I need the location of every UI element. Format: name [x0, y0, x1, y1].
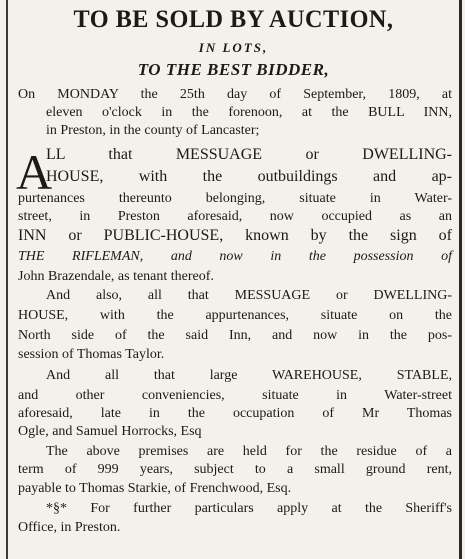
text-line: On MONDAY the 25th day of September, 1809, at [18, 87, 452, 102]
text-line: purtenances thereunto belonging, situate in Water- [18, 191, 452, 206]
headline-title: TO BE SOLD BY AUCTION, [73, 6, 394, 33]
headline-tagline: TO THE BEST BIDDER, [137, 60, 330, 79]
text-line: term of 999 years, subject to a small ground rent, [18, 462, 452, 477]
text-line: street, in Preston aforesaid, now occupied as an [18, 209, 452, 224]
text-line: John Brazendale, as tenant thereof. [18, 269, 214, 284]
text-line: in Preston, in the county of Lancaster; [46, 123, 260, 138]
text-line: THE RIFLEMAN, and now in the possession of [18, 249, 452, 264]
text-line: and other conveniencies, situate in Water-street [18, 388, 452, 403]
text-line: And all that large WAREHOUSE, STABLE, [46, 368, 452, 383]
text-line: The above premises are held for the residue of a [46, 444, 452, 459]
text-line: aforesaid, late in the occupation of Mr Thomas [18, 406, 452, 421]
text-line: eleven o'clock in the forenoon, at the BULL INN, [46, 105, 452, 120]
text-line: And also, all that MESSUAGE or DWELLING- [46, 288, 452, 303]
text-line: session of Thomas Taylor. [18, 347, 165, 362]
headline-subtitle: IN LOTS, [198, 40, 269, 55]
text-line: Office, in Preston. [18, 520, 121, 535]
text-line: LL that MESSUAGE or DWELLING- [46, 146, 452, 163]
left-border-rule [6, 0, 8, 559]
right-border-rule [459, 0, 462, 559]
text-line: North side of the said Inn, and now in the pos- [18, 328, 452, 343]
text-line: HOUSE, with the appurtenances, situate on the [18, 308, 452, 323]
drop-cap: A [16, 144, 53, 200]
text-line: INN or PUBLIC-HOUSE, known by the sign of [18, 227, 452, 244]
text-line: Ogle, and Samuel Horrocks, Esq [18, 424, 202, 439]
text-line: HOUSE, with the outbuildings and ap- [46, 168, 452, 185]
text-line: payable to Thomas Starkie, of Frenchwood, Esq. [18, 481, 292, 496]
text-line: *§* For further particulars apply at the Sheriff's [46, 501, 452, 516]
